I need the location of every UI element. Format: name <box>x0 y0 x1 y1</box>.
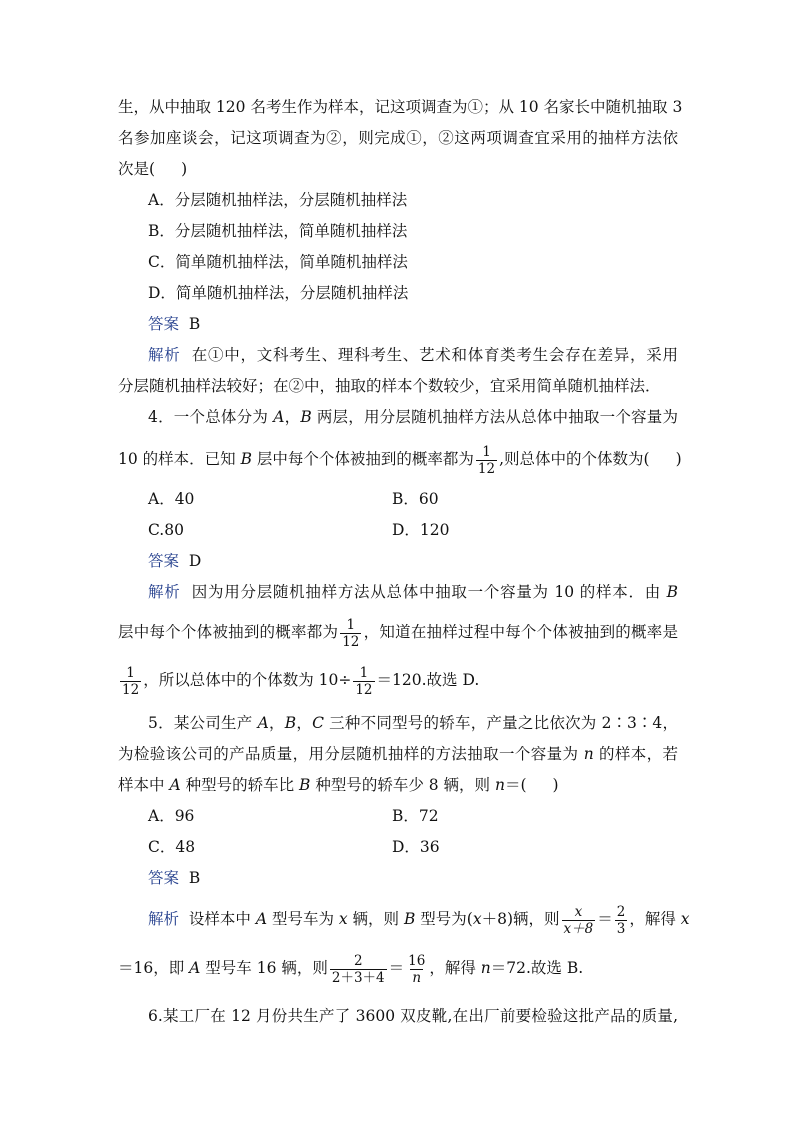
answer-label: 答案 <box>148 869 180 887</box>
q5-explanation-line-1: 解析 设样本中 A 型号车为 x 辆，则 B 型号为(x＋8)辆，则 $\frac{x}{x+8}$ ＝ $\frac{2}{3}$ ，解得 x <box>148 903 690 937</box>
explanation-label: 解析 <box>148 583 181 601</box>
fraction-x-over-x-plus-8: $\frac{x}{x+8}$ <box>563 903 594 937</box>
q3-line-3: 次是( ) <box>118 160 188 178</box>
fraction-1-12: $\frac{1}{12}$ <box>355 664 373 698</box>
q4-explanation-line-2: 层中每个个体被抽到的概率都为 $\frac{1}{12}$ ，知道在抽样过程中每个个体被抽到的概率是 <box>118 616 678 650</box>
q3-explanation-line-2: 分层随机抽样法较好；在②中，抽取的样本个数较少，宜采用简单随机抽样法． <box>118 377 661 395</box>
q3-option-c: C．简单随机抽样法，简单随机抽样法 <box>148 253 408 271</box>
q5-answer: 答案 B <box>148 869 201 887</box>
q3-option-b: B．分层随机抽样法，简单随机抽样法 <box>148 222 408 240</box>
q4-option-b: B．60 <box>392 490 439 508</box>
q5-explanation-line-2: ＝16，即 A 型号车 16 辆，则 $\frac{2}{2+3+4}$ ＝ $\frac{16}{n}$ ，解得 n＝72.故选 B. <box>118 952 584 986</box>
q4-stem-line-1: 4．一个总体分为 A，B 两层，用分层随机抽样方法从总体中抽取一个容量为 <box>148 408 678 426</box>
q5-option-d: D．36 <box>392 838 440 856</box>
q5-option-a: A．96 <box>148 807 195 825</box>
q3-option-a: A．分层随机抽样法，分层随机抽样法 <box>148 191 408 209</box>
q4-stem-line-2: 10 的样本．已知 B 层中每个个体被抽到的概率都为 $\frac{1}{12}$ ,则总体中的个体数为( ) <box>118 443 682 477</box>
q5-option-b: B．72 <box>392 807 439 825</box>
q5-stem-line-2: 为检验该公司的产品质量，用分层随机抽样的方法抽取一个容量为 n 的样本，若 <box>118 745 678 763</box>
q3-line-1: 生，从中抽取 120 名考生作为样本，记这项调查为①；从 10 名家长中随机抽取 3 <box>118 98 683 116</box>
q3-option-d: D．简单随机抽样法，分层随机抽样法 <box>148 284 409 302</box>
q4-explanation-line-1: 解析 因为用分层随机抽样方法从总体中抽取一个容量为 10 的样本．由 B <box>148 583 678 601</box>
answer-label: 答案 <box>148 552 180 570</box>
q4-explanation-line-3: $\frac{1}{12}$ ，所以总体中的个体数为 10÷ $\frac{1}{12}$ ＝120.故选 D. <box>122 664 480 698</box>
q3-explanation-line-1: 解析 在①中，文科考生、理科考生、艺术和体育类考生会存在差异，采用 <box>148 346 678 364</box>
q4-option-d: D．120 <box>392 521 450 539</box>
q5-stem-line-3: 样本中 A 种型号的轿车比 B 种型号的轿车少 8 辆，则 n＝( ) <box>118 776 559 794</box>
fraction-1-12: $\frac{1}{12}$ <box>342 616 360 650</box>
q3-line-2: 名参加座谈会，记这项调查为②，则完成①，②这两项调查宜采用的抽样方法依 <box>118 129 678 147</box>
q6-stem-line-1: 6.某工厂在 12 月份共生产了 3600 双皮靴,在出厂前要检验这批产品的质量, <box>148 1007 678 1025</box>
answer-label: 答案 <box>148 315 180 333</box>
explanation-label: 解析 <box>148 346 181 364</box>
q4-answer: 答案 D <box>148 552 202 570</box>
explanation-label: 解析 <box>148 910 180 928</box>
fraction-16-over-n: $\frac{16}{n}$ <box>408 952 426 986</box>
fraction-2-3: $\frac{2}{3}$ <box>616 903 626 937</box>
fraction-2-over-sum: $\frac{2}{2+3+4}$ <box>331 952 385 986</box>
q3-answer: 答案 B <box>148 315 201 333</box>
fraction-1-12: $\frac{1}{12}$ <box>477 443 496 477</box>
q5-option-c: C．48 <box>148 838 196 856</box>
q4-option-a: A．40 <box>148 490 195 508</box>
q5-stem-line-1: 5．某公司生产 A，B，C 三种不同型号的轿车，产量之比依次为 2∶3∶4， <box>148 714 678 732</box>
q4-option-c: C.80 <box>148 521 184 539</box>
fraction-1-12: $\frac{1}{12}$ <box>122 664 140 698</box>
